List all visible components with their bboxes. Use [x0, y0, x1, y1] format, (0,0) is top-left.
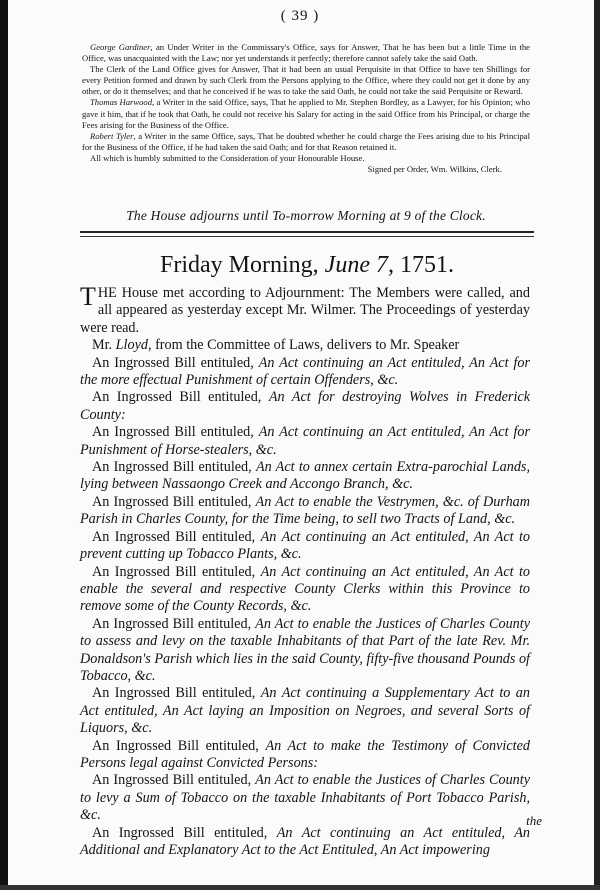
scan-edge-right: [594, 0, 600, 890]
bill-entry: An Ingrossed Bill entituled, An Act for destroying Wolves in Frederick County:: [80, 389, 530, 423]
adjournment-line: The House adjourns until To-morrow Morning at 9 of the Clock.: [126, 208, 486, 223]
report-paragraph: Thomas Harwood, a Writer in the said Office, says, That he applied to Mr. Stephen Bordley, as a Lawyer, for his Opinion; who gave it him, that if he took that Oath, he could not receive his Salary for acting in the said Office from his Principal, or charge the Fees arising for the Business of the Office.: [82, 97, 531, 130]
bill-entry: An Ingrossed Bill entituled, An Act continuing an Act entituled, An Additional and Explanatory Act to the Act Entituled, An Act impowering: [80, 824, 531, 858]
page-number: ( 39 ): [280, 8, 320, 24]
bill-entry: An Ingrossed Bill entituled, An Act to make the Testimony of Convicted Persons legal against Convicted Persons:: [80, 737, 530, 771]
section-rule-thin: [80, 236, 534, 237]
bill-entry: An Ingrossed Bill entituled, An Act to annex certain Extra-parochial Lands, lying between Nassaongo Creek and Accongo Branch, &c.: [80, 459, 530, 493]
scan-edge-left: [0, 0, 8, 890]
report-paragraph: Robert Tyler, a Writer in the same Office, says, That he doubted whether he could charge the Fees arising due to his Principal for the Business of the Office, if he had taken the said Oath; and for that Reason retained it.: [82, 130, 530, 152]
report-paragraph: The Clerk of the Land Office gives for Answer, That it had been an usual Perquisite in that Office to have ten Shillings for every Petition formed and drawn by such Clerk from the Persons applying to the Office, where they could not get it done by any other, or do it themselves; and that he conceived if he was to take the said Oath, he could not take the said Perquisite or Reward.: [82, 64, 530, 97]
report-paragraph: All which is humbly submitted to the Consideration of your Honourable House.: [90, 152, 365, 163]
proceedings-body: [80, 282, 531, 859]
bill-entry: An Ingrossed Bill entituled, An Act to enable the Justices of Charles County to assess and levy on the taxable Inhabitants of that Part of the late Rev. Mr. Donaldson's Parish which lies in the said County, fifty-five thousand Pounds of Tobacco, &c.: [80, 615, 530, 684]
drop-cap: T: [80, 282, 96, 311]
bill-entry: An Ingrossed Bill entituled, An Act continuing an Act entituled, An Act to enable the several and respective County Clerks within this Province to remove some of the County Records, &c.: [80, 563, 531, 615]
bill-entry: An Ingrossed Bill entituled, An Act to enable the Justices of Charles County to levy a Sum of Tobacco on the taxable Inhabitants of Port Tobacco Parish, &c.: [80, 772, 530, 824]
bill-entry: An Ingrossed Bill entituled, An Act continuing an Act entituled, An Act for Punishment of Horse-stealers, &c.: [80, 424, 531, 458]
bill-entry: An Ingrossed Bill entituled, An Act to enable the Vestrymen, &c. of Durham Parish in Charles County, for the Time being, to sell two Tracts of Land, &c.: [80, 493, 531, 528]
catchword: the: [526, 813, 542, 828]
report-paragraph: George Gardiner, an Under Writer in the Commissary's Office, says for Answer, That he has been but a little Time in the Office, was unacquainted with the Law; nor yet understands it perfectly; therefore cannot safely take the said Oath.: [82, 42, 530, 64]
lloyd-paragraph: Mr. Lloyd, from the Committee of Laws, delivers to Mr. Speaker: [92, 337, 460, 354]
signature-line: Signed per Order, Wm. Wilkins, Clerk.: [367, 164, 502, 175]
opening-paragraph: THE House met according to Adjournment: The Members were called, and all appeared as yesterday except Mr. Wilmer. The Proceedings of yesterday were read.: [80, 282, 530, 336]
day-heading: Friday Morning, June 7, 1751.: [160, 252, 454, 278]
scan-edge-bottom: [0, 885, 600, 890]
bill-entry: An Ingrossed Bill entituled, An Act continuing an Act entituled, An Act to prevent cutting up Tobacco Plants, &c.: [80, 528, 531, 563]
bill-entry: An Ingrossed Bill entituled, An Act continuing a Supplementary Act to an Act entituled, An Act laying an Imposition on Negroes, and several Sorts of Liquors, &c.: [80, 685, 530, 737]
bill-entry: An Ingrossed Bill entituled, An Act continuing an Act entituled, An Act for the more effectual Punishment of certain Offenders, &c.: [80, 354, 531, 389]
committee-report: [82, 42, 530, 175]
section-rule: [80, 231, 534, 233]
